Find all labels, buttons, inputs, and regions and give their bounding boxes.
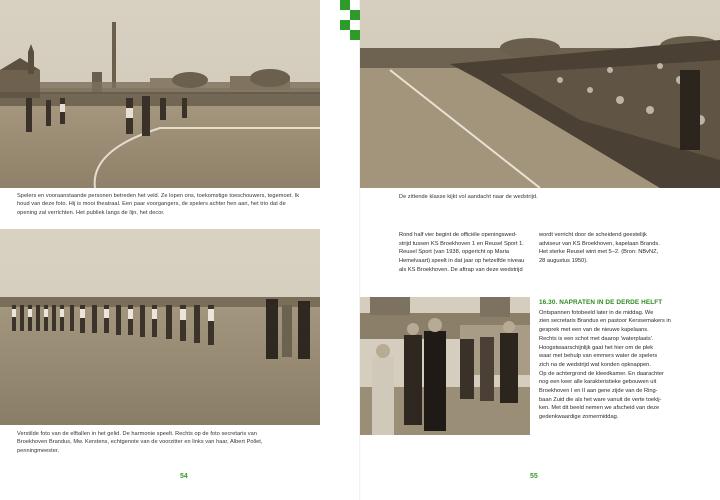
body-column-2 (539, 231, 689, 266)
body-line: zien secretaris Brandus en pastoor Kerssemakers in (539, 318, 671, 325)
body-line: strijd tussen KS Broekhoven 1 en Reusel Sport 1. (399, 240, 524, 247)
body-line: Broekhoven I en II aan gene zijde van de Ring- (539, 388, 658, 395)
body-line: adviseur van KS Broekhoven, kapelaan Brands. (539, 240, 660, 247)
page-number-right: 55 (530, 473, 538, 480)
section-heading: 16.30. NAPRATEN IN DE DERDE HELFT (539, 299, 663, 306)
photo-players-entering-field (0, 0, 320, 188)
photo-talking-after-match (360, 297, 530, 435)
body-line: als KS Broekhoven. De aftrap van deze wedstrijd (399, 266, 523, 273)
body-line: Hemelvaart) speelt in dat jaar op hetzelfde niveau (399, 258, 525, 265)
body-column-1 (399, 231, 539, 275)
section-text (539, 299, 714, 422)
caption-line: houd van deze foto. Hij is mooi theatraal. Een paar voorgangers, de spelers achter hen aan, het trio dat de (17, 201, 286, 208)
body-line: Het sterke Reusel wint met 5–2. (Bron: NBvNZ, (539, 249, 659, 256)
body-line: baan Zuid die als het ware vanuit de verte toekij- (539, 396, 662, 403)
photo3-caption: De zittende klasse kijkt vol aandacht naar de wedstrijd. (399, 194, 538, 200)
body-line: 28 augustus 1950). (539, 258, 588, 265)
body-line: zich na de wedstrijd wat konden opknappen. (539, 361, 651, 368)
caption-line: Verstilde foto van de elftallen in het gelid. De harmonie speelt. Rechts op de foto secretaris van (17, 431, 257, 437)
body-line: waar met behulp van emmers water de spelers (539, 353, 658, 360)
body-line: gedenkwaardige zomermiddag. (539, 414, 619, 421)
caption-line: Spelers en vooraanstaande personen betreden het veld. Ze lopen ons, toekomstige toeschouwers, tegemoet. Ik (17, 193, 300, 199)
body-line: Rond half vier begint de officiële openingswed- (399, 232, 517, 238)
caption-line: penningmeester. (17, 447, 60, 454)
body-line: Hoogstwaarschijnlijk gaat het hier om de plek (539, 344, 654, 351)
body-line: gesprek met een van de nieuwe kapelaans. (539, 327, 649, 334)
photo1-caption (17, 192, 317, 217)
photo-seated-spectators (360, 0, 720, 188)
caption-line: opening zal verrichten. Het publiek langs de lijn, het decor. (17, 209, 165, 216)
body-line: nog een keer alle karakteristieke gebouwen uit (539, 379, 657, 386)
body-line: wordt verricht door de scheidend geestelijk (539, 232, 647, 238)
body-line: Rechts is een schot met daarop 'waterplaats'. (539, 335, 654, 342)
body-line: Ontspannen fotobeeld later in de middag. We (539, 309, 654, 316)
page-number-left: 54 (180, 473, 188, 480)
photo-teams-lined-up (0, 229, 320, 425)
body-line: Op de achtergrond de kleedkamer. En daarachter (539, 370, 664, 377)
body-line: ken. Met dit beeld nemen we afscheid van deze (539, 405, 660, 412)
caption-line: Broekhoven Brandus, Mw. Kerstens, echtgenote van de voorzitter en links van haar, Albert Pollet, (17, 439, 263, 446)
body-line: Reusel Sport (van 1938, opgericht op Maria (399, 249, 510, 256)
photo2-caption (17, 430, 317, 455)
